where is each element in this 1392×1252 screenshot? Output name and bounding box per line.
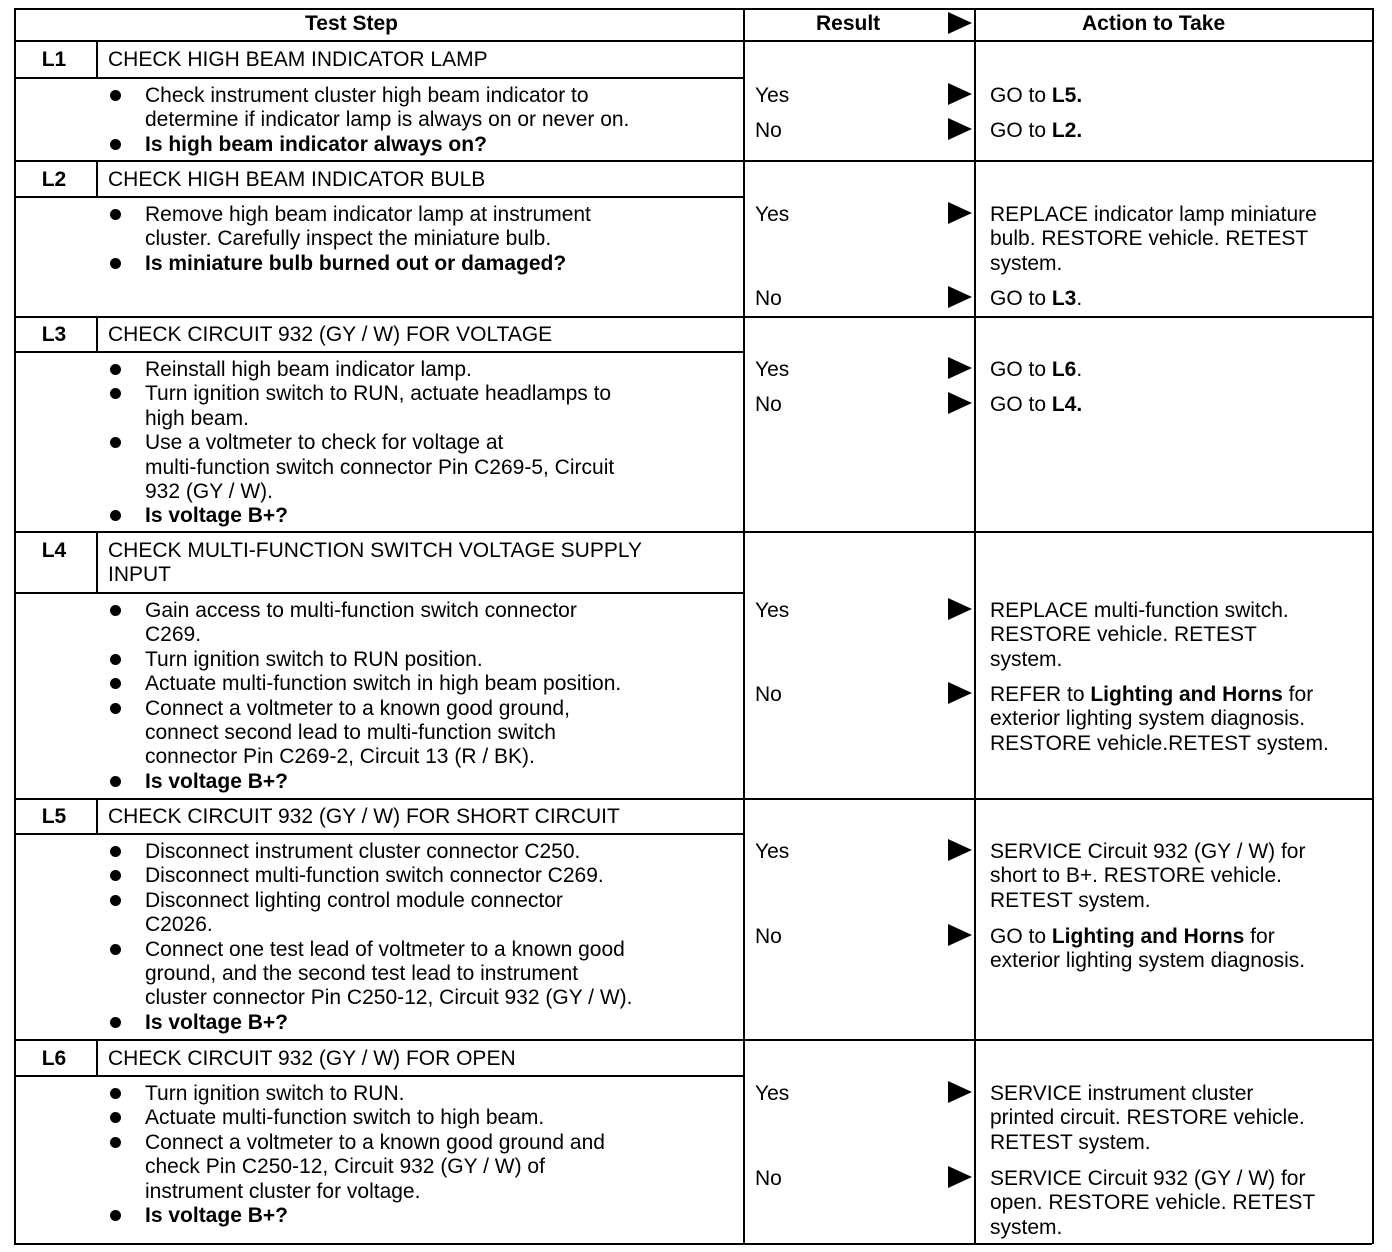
action-line — [990, 252, 1062, 276]
action-line — [990, 683, 1313, 707]
bullet-icon — [110, 605, 121, 616]
action-line — [990, 287, 1082, 311]
action-reference: L4. — [1051, 393, 1083, 416]
table-top-border — [14, 8, 1372, 10]
step-title: CHECK CIRCUIT 932 (GY / W) FOR OPEN — [108, 1047, 516, 1070]
step-id: L5 — [41, 805, 67, 828]
result-arrow-icon — [948, 202, 972, 224]
action-text: RETEST system. — [990, 888, 1151, 912]
action-text: RESTORE vehicle.RETEST system. — [990, 731, 1329, 755]
id-column-border — [96, 317, 98, 352]
bullet-icon — [110, 1088, 121, 1099]
result-no: No — [755, 393, 782, 416]
title-bottom-border — [96, 196, 743, 198]
result-arrow-icon — [948, 392, 972, 414]
title-bottom-border — [96, 77, 743, 79]
step-text: Remove high beam indicator lamp at instrument — [145, 203, 591, 226]
action-line — [990, 358, 1082, 382]
header-test-step: Test Step — [305, 12, 398, 35]
step-text: connector Pin C269-2, Circuit 13 (R / BK). — [145, 745, 535, 769]
id-cell-bottom-border — [14, 77, 96, 79]
result-column-border — [743, 8, 745, 1244]
bullet-icon — [110, 437, 121, 448]
action-text: GO to — [990, 925, 1052, 948]
action-text: RESTORE vehicle. RETEST — [990, 623, 1257, 647]
action-line — [990, 949, 1305, 973]
row-bottom-border — [14, 160, 1372, 162]
row-bottom-border — [14, 531, 1372, 533]
step-question: Is voltage B+? — [145, 769, 288, 793]
step-question: Is voltage B+? — [145, 504, 288, 528]
step-text: cluster connector Pin C250-12, Circuit 932 (GY / W). — [145, 986, 633, 1010]
step-title: CHECK HIGH BEAM INDICATOR LAMP — [108, 48, 488, 71]
action-text: for — [1282, 683, 1314, 706]
step-text: Connect a voltmeter to a known good ground, — [145, 696, 570, 720]
result-arrow-icon — [948, 839, 972, 861]
result-yes: Yes — [755, 203, 790, 226]
result-arrow-icon — [948, 598, 972, 620]
bullet-icon — [110, 846, 121, 857]
step-text: 932 (GY / W). — [145, 480, 273, 503]
bullet-icon — [110, 1137, 121, 1148]
action-text: short to B+. RESTORE vehicle. — [990, 864, 1282, 888]
action-text: REPLACE indicator lamp miniature — [990, 203, 1317, 226]
action-text: for — [1244, 925, 1275, 948]
action-text: SERVICE instrument cluster — [990, 1082, 1254, 1105]
bullet-icon — [110, 776, 121, 787]
action-text: exterior lighting system diagnosis. — [990, 707, 1306, 731]
step-text: check Pin C250-12, Circuit 932 (GY / W) of — [145, 1155, 545, 1179]
bullet-icon — [110, 1112, 121, 1123]
action-line — [990, 864, 1282, 888]
action-line — [990, 393, 1082, 417]
action-text: REPLACE multi-function switch. — [990, 599, 1289, 622]
action-text: . — [1076, 287, 1083, 310]
step-text: C2026. — [145, 913, 213, 937]
action-reference: L3 — [1051, 287, 1077, 310]
action-text: GO to — [990, 119, 1052, 142]
bullet-icon — [110, 258, 121, 269]
bullet-icon — [110, 510, 121, 521]
bullet-icon — [110, 1017, 121, 1028]
step-text: determine if indicator lamp is always on or never on. — [145, 108, 630, 132]
action-line — [990, 623, 1257, 647]
bullet-icon — [110, 388, 121, 399]
step-text: multi-function switch connector Pin C269-5, Circuit — [145, 455, 615, 479]
result-yes: Yes — [755, 84, 790, 107]
step-title: CHECK CIRCUIT 932 (GY / W) FOR VOLTAGE — [108, 323, 553, 346]
action-text: SERVICE Circuit 932 (GY / W) for — [990, 1167, 1306, 1190]
id-cell-bottom-border — [14, 833, 96, 835]
action-line — [990, 599, 1289, 623]
action-line — [990, 648, 1062, 672]
step-text: Reinstall high beam indicator lamp. — [145, 358, 472, 381]
action-line — [990, 1131, 1151, 1155]
action-text: GO to — [990, 84, 1052, 107]
step-text: Connect one test lead of voltmeter to a known good — [145, 937, 625, 961]
bullet-icon — [110, 703, 121, 714]
step-text: Turn ignition switch to RUN position. — [145, 647, 483, 671]
header-bottom-border — [14, 40, 1372, 42]
result-yes: Yes — [755, 358, 790, 381]
title-bottom-border — [96, 592, 743, 594]
action-text: system. — [990, 251, 1063, 275]
step-text: connect second lead to multi-function switch — [145, 721, 556, 744]
action-text: REFER to — [990, 683, 1091, 706]
bullet-icon — [110, 364, 121, 375]
action-line — [990, 1106, 1305, 1130]
bullet-icon — [110, 678, 121, 689]
step-title: CHECK CIRCUIT 932 (GY / W) FOR SHORT CIRCUIT — [108, 805, 620, 828]
action-line — [990, 1216, 1062, 1240]
step-text: Disconnect instrument cluster connector C250. — [145, 840, 581, 863]
action-reference: Lighting and Horns — [1051, 925, 1245, 948]
result-arrow-icon — [948, 83, 972, 105]
id-column-border — [96, 1040, 98, 1076]
step-text: Connect a voltmeter to a known good ground and — [145, 1130, 605, 1154]
bullet-icon — [110, 895, 121, 906]
result-yes: Yes — [755, 599, 790, 622]
action-line — [990, 1191, 1315, 1215]
bullet-icon — [110, 1210, 121, 1221]
result-no: No — [755, 1167, 782, 1190]
bullet-icon — [110, 139, 121, 150]
action-text: GO to — [990, 358, 1052, 381]
header-arrow-icon — [948, 12, 972, 34]
step-title: CHECK HIGH BEAM INDICATOR BULB — [108, 168, 486, 191]
step-question: Is high beam indicator always on? — [145, 132, 487, 156]
id-cell-bottom-border — [14, 592, 96, 594]
step-text: C269. — [145, 623, 202, 647]
table-right-border — [1372, 8, 1374, 1244]
action-line — [990, 1082, 1253, 1106]
id-column-border — [96, 532, 98, 593]
action-text: system. — [990, 1215, 1063, 1239]
step-text: Turn ignition switch to RUN, actuate headlamps to — [145, 382, 612, 406]
action-text: . — [1076, 358, 1083, 381]
action-reference: Lighting and Horns — [1090, 683, 1283, 706]
bullet-icon — [110, 870, 121, 881]
action-line — [990, 707, 1305, 731]
step-text: cluster. Carefully inspect the miniature bulb. — [145, 227, 552, 251]
action-line — [990, 889, 1151, 913]
action-line — [990, 119, 1082, 143]
row-bottom-border — [14, 1039, 1372, 1041]
row-bottom-border — [14, 798, 1372, 800]
action-text: SERVICE Circuit 932 (GY / W) for — [990, 840, 1306, 863]
title-bottom-border — [96, 833, 743, 835]
bullet-icon — [110, 209, 121, 220]
title-bottom-border — [96, 351, 743, 353]
step-text: Gain access to multi-function switch connector — [145, 599, 577, 622]
result-no: No — [755, 119, 782, 142]
result-arrow-icon — [948, 118, 972, 140]
step-question: Is voltage B+? — [145, 1010, 288, 1034]
result-no: No — [755, 683, 782, 706]
title-bottom-border — [96, 1075, 743, 1077]
step-text: Check instrument cluster high beam indicator to — [145, 84, 589, 107]
step-id: L4 — [41, 539, 67, 562]
id-cell-bottom-border — [14, 1075, 96, 1077]
action-line — [990, 840, 1305, 864]
result-yes: Yes — [755, 1082, 790, 1105]
action-text: bulb. RESTORE vehicle. RETEST — [990, 227, 1309, 251]
row-bottom-border — [14, 1243, 1372, 1245]
id-column-border — [96, 161, 98, 197]
step-question: Is voltage B+? — [145, 1204, 288, 1227]
header-action-to-take: Action to Take — [1082, 12, 1226, 35]
action-text: GO to — [990, 287, 1052, 310]
step-title: INPUT — [108, 563, 171, 587]
step-text: Disconnect multi-function switch connector C269. — [145, 864, 604, 888]
step-id: L6 — [41, 1047, 67, 1070]
step-text: Actuate multi-function switch to high beam. — [145, 1106, 545, 1130]
action-column-border — [974, 8, 976, 1244]
step-id: L1 — [41, 48, 67, 71]
result-arrow-icon — [948, 286, 972, 308]
step-question: Is miniature bulb burned out or damaged? — [145, 251, 567, 275]
action-text: printed circuit. RESTORE vehicle. — [990, 1106, 1305, 1130]
step-title: CHECK MULTI-FUNCTION SWITCH VOLTAGE SUPPLY — [108, 539, 642, 562]
result-arrow-icon — [948, 357, 972, 379]
action-line — [990, 227, 1308, 251]
action-reference: L2. — [1051, 119, 1083, 142]
row-bottom-border — [14, 316, 1372, 318]
id-cell-bottom-border — [14, 351, 96, 353]
step-id: L2 — [41, 168, 67, 191]
action-text: RETEST system. — [990, 1130, 1151, 1154]
bullet-icon — [110, 944, 121, 955]
step-text: ground, and the second test lead to instrument — [145, 962, 579, 985]
result-arrow-icon — [948, 924, 972, 946]
id-cell-bottom-border — [14, 196, 96, 198]
step-text: Turn ignition switch to RUN. — [145, 1082, 405, 1105]
id-column-border — [96, 799, 98, 834]
step-text: Actuate multi-function switch in high beam position. — [145, 672, 622, 696]
step-text: instrument cluster for voltage. — [145, 1179, 421, 1203]
result-no: No — [755, 287, 782, 310]
step-text: high beam. — [145, 406, 249, 430]
header-result: Result — [816, 12, 881, 35]
action-text: system. — [990, 647, 1063, 671]
action-line — [990, 925, 1275, 949]
action-text: open. RESTORE vehicle. RETEST — [990, 1191, 1316, 1215]
action-line — [990, 732, 1329, 756]
result-no: No — [755, 925, 782, 948]
action-line — [990, 203, 1317, 227]
step-text: Disconnect lighting control module connector — [145, 888, 563, 912]
step-id: L3 — [41, 323, 67, 346]
bullet-icon — [110, 654, 121, 665]
bullet-icon — [110, 90, 121, 101]
action-text: GO to — [990, 393, 1052, 416]
action-line — [990, 1167, 1305, 1191]
result-arrow-icon — [948, 682, 972, 704]
id-column-border — [96, 41, 98, 78]
action-text: exterior lighting system diagnosis. — [990, 949, 1306, 973]
result-yes: Yes — [755, 840, 790, 863]
result-arrow-icon — [948, 1166, 972, 1188]
step-text: Use a voltmeter to check for voltage at — [145, 431, 504, 455]
action-line — [990, 84, 1082, 108]
result-arrow-icon — [948, 1081, 972, 1103]
action-reference: L6 — [1051, 358, 1077, 381]
action-reference: L5. — [1051, 84, 1083, 107]
